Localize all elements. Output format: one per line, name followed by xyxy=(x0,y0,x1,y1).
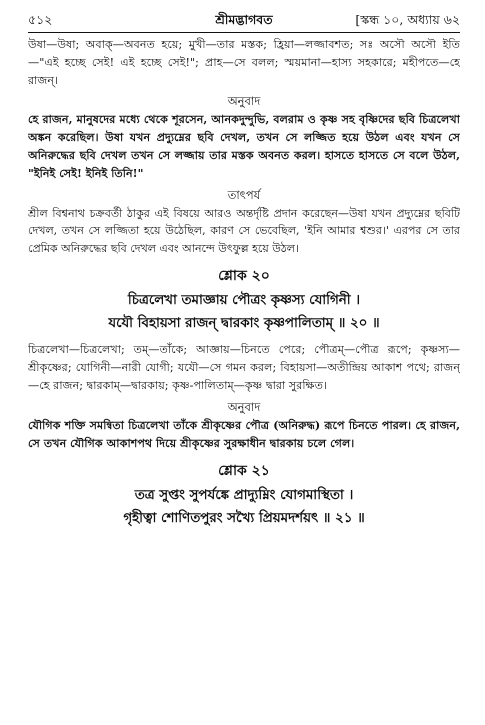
purport-heading: তাৎপর্য xyxy=(227,187,261,202)
purport-text: শ্রীল বিশ্বনাথ চক্রবর্তী ঠাকুর এই বিষয়ে আরও অন্তর্দৃষ্টি প্রদান করেছেন—উষা যখন প্রদ্যুম্নের ছবিটি দেখল, তখন সে লজ্জিতা হয়ে উঠেছিল, কারণ সে ভেবেছিল, 'ইনি আমার শ্বশুর।' এরপর সে তার প্রেমিক অনিরুদ্ধের ছবি দেখল এবং আনন্দে উৎফুল্ল হয়ে উঠল। xyxy=(28,206,460,255)
page-number: ৫১২ xyxy=(28,12,53,27)
book-title: শ্রীমদ্ভাগবত xyxy=(215,12,273,27)
translation-1: হে রাজন, মানুষদের মধ্যে থেকে শূরসেন, আনকদুন্দুভি, বলরাম ও কৃষ্ণ সহ বৃষ্ণিদের ছবি চিত্রলেখা অঙ্কন করেছিল। উষা যখন প্রদ্যুম্নের ছবি দেখল, তখন সে লজ্জিত হয়ে উঠল এবং যখন সে অনিরুদ্ধের ছবি দেখল তখন সে লজ্জায় তার মস্তক অবনত করল। হাসতে হাসতে সে বলে উঠল, "ইনিই সেই! ইনিই তিনি!" xyxy=(28,112,460,180)
translation-2: যৌগিক শক্তি সমন্বিতা চিত্রলেখা তাঁকে শ্রীকৃষ্ণের পৌত্র (অনিরুদ্ধ) রূপে চিনতে পারল। হে রাজন, সে তখন যৌগিক আকাশপথ দিয়ে শ্রীকৃষ্ণের সুরক্ষাধীন দ্বারকায় চলে গেল। xyxy=(28,417,460,450)
translation-heading-2: অনুবাদ xyxy=(227,399,261,414)
scripture-page xyxy=(28,10,460,715)
verse-21-heading: শ্লোক ২১ xyxy=(218,463,270,480)
synonyms-top: উষা—উষা; অবাক্—অবনত হয়ে; মুখী—তার মস্তক; হ্রিয়া—লজ্জাবশত; সঃ অসৌ অসৌ ইতি—"এই হচ্ছে সেই! এই হচ্ছে সেই!"; প্রাহ—সে বলল; স্ময়মানা—হাস্য সহকারে; মহীপতে—হে রাজন্। xyxy=(28,38,460,87)
translation-heading-1: অনুবাদ xyxy=(227,94,261,109)
verse-21-line-1: তত্র সুপ্তং সুপর্যঙ্কে প্রাদ্যুম্নিং যোগমাস্থিতা । xyxy=(134,487,354,504)
verse-20-line-1: চিত্রলেখা তমাজ্ঞায় পৌত্রং কৃষ্ণস্য যোগিনী । xyxy=(127,292,361,309)
chapter-reference: [স্কন্ধ ১০, অধ্যায় ৬২ xyxy=(355,12,460,27)
verse-20-heading: শ্লোক ২০ xyxy=(218,268,270,285)
page-header xyxy=(28,10,460,33)
verse-20-line-2: যযৌ বিহায়সা রাজন্ দ্বারকাং কৃষ্ণপালিতাম্ ॥ ২০ ॥ xyxy=(108,315,380,332)
verse-21-line-2: গৃহীত্বা শোণিতপুরং সখ্যৈ প্রিয়মদর্শয়ৎ ॥ ২১ ॥ xyxy=(123,510,365,527)
synonyms-20: চিত্রলেখা—চিত্রলেখা; তম্—তাঁকে; আজ্ঞায়—চিনতে পেরে; পৌত্রম্—পৌত্র রূপে; কৃষ্ণস্য—শ্রীকৃষ্ণের; যোগিনী—নারী যোগী; যযৌ—সে গমন করল; বিহায়সা—অতীন্দ্রিয় আকাশ পথে; রাজন্—হে রাজন; দ্বারকাম্—দ্বারকায়; কৃষ্ণ-পালিতাম্—কৃষ্ণ দ্বারা সুরক্ষিত। xyxy=(28,343,460,392)
